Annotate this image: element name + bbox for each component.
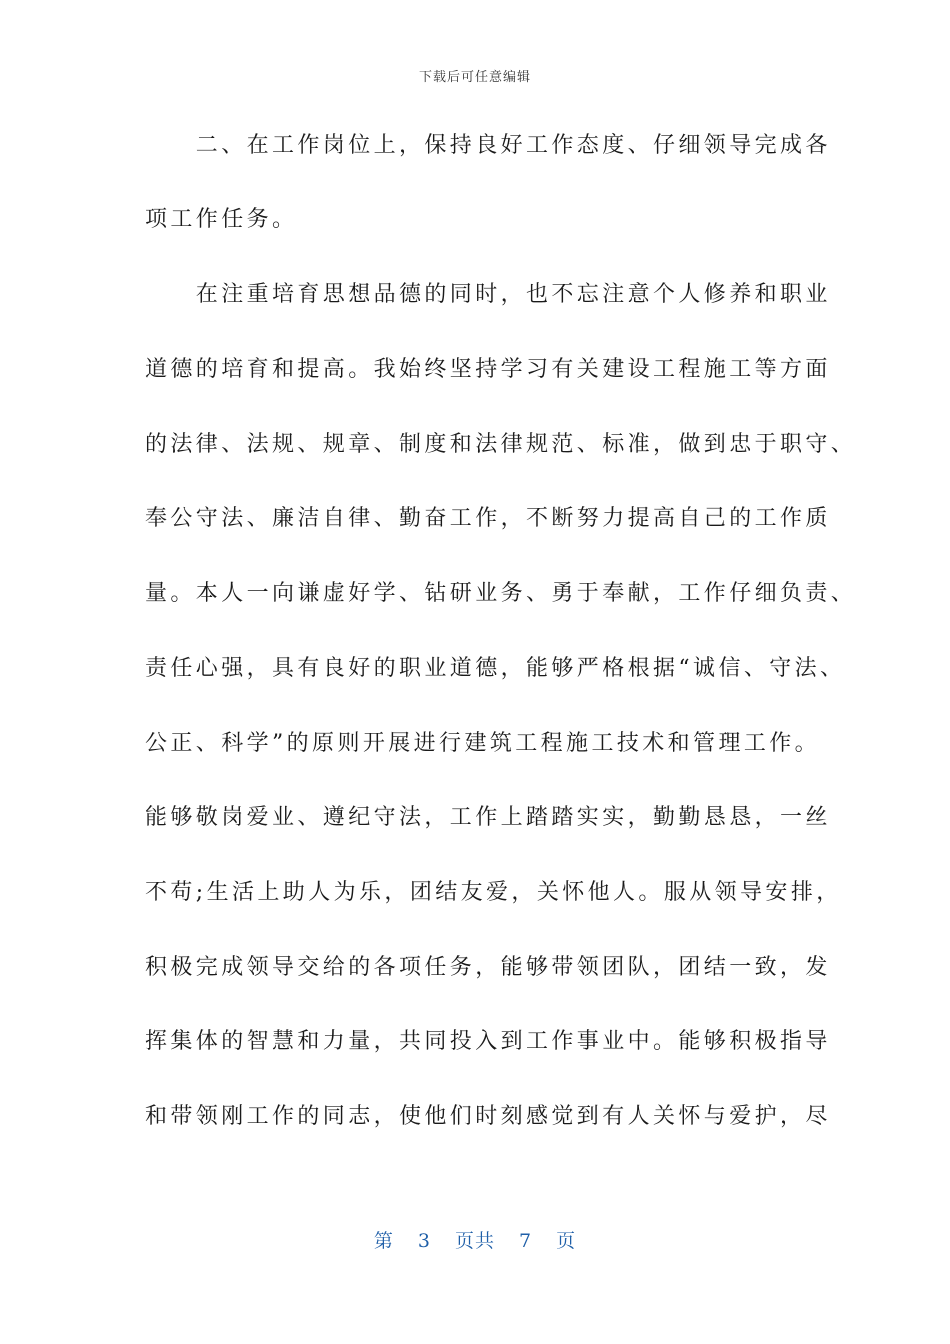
text-line: 公正、科学”的原则开展进行建筑工程施工技术和管理工作。 (145, 731, 821, 756)
text-line: 不苟;生活上助人为乐，团结友爱，关怀他人。服从领导安排， (145, 880, 842, 905)
text-line: 奉公守法、廉洁自律、勤奋工作，不断努力提高自己的工作质 (145, 506, 831, 531)
text-line: 责任心强，具有良好的职业道德，能够严格根据“诚信、守法、 (145, 656, 846, 681)
footer-suffix: 页 (556, 1230, 577, 1252)
text-line: 挥集体的智慧和力量，共同投入到工作事业中。能够积极指导 (145, 1029, 831, 1054)
footer-current-page: 3 (417, 1230, 431, 1252)
text-line: 的法律、法规、规章、制度和法律规范、标准，做到忠于职守、 (145, 432, 857, 457)
text-line: 量。本人一向谦虚好学、钻研业务、勇于奉献，工作仔细负责、 (145, 581, 857, 606)
footer-middle: 页共 (454, 1230, 495, 1252)
text-line: 道德的培育和提高。我始终坚持学习有关建设工程施工等方面 (145, 357, 831, 382)
text-line: 和带领刚工作的同志，使他们时刻感觉到有人关怀与爱护，尽 (145, 1104, 831, 1129)
page-footer (0, 1226, 950, 1253)
text-line: 二、在工作岗位上，保持良好工作态度、仔细领导完成各 (145, 133, 831, 158)
text-line: 在注重培育思想品德的同时，也不忘注意个人修养和职业 (145, 282, 831, 307)
text-line: 能够敬岗爱业、遵纪守法，工作上踏踏实实，勤勤恳恳，一丝 (145, 805, 831, 830)
footer-prefix: 第 (373, 1230, 394, 1252)
page-header: 下载后可任意编辑 (418, 70, 531, 85)
footer-total-pages: 7 (519, 1230, 533, 1252)
text-line: 项工作任务。 (145, 207, 298, 232)
text-line: 积极完成领导交给的各项任务，能够带领团队，团结一致，发 (145, 955, 831, 980)
